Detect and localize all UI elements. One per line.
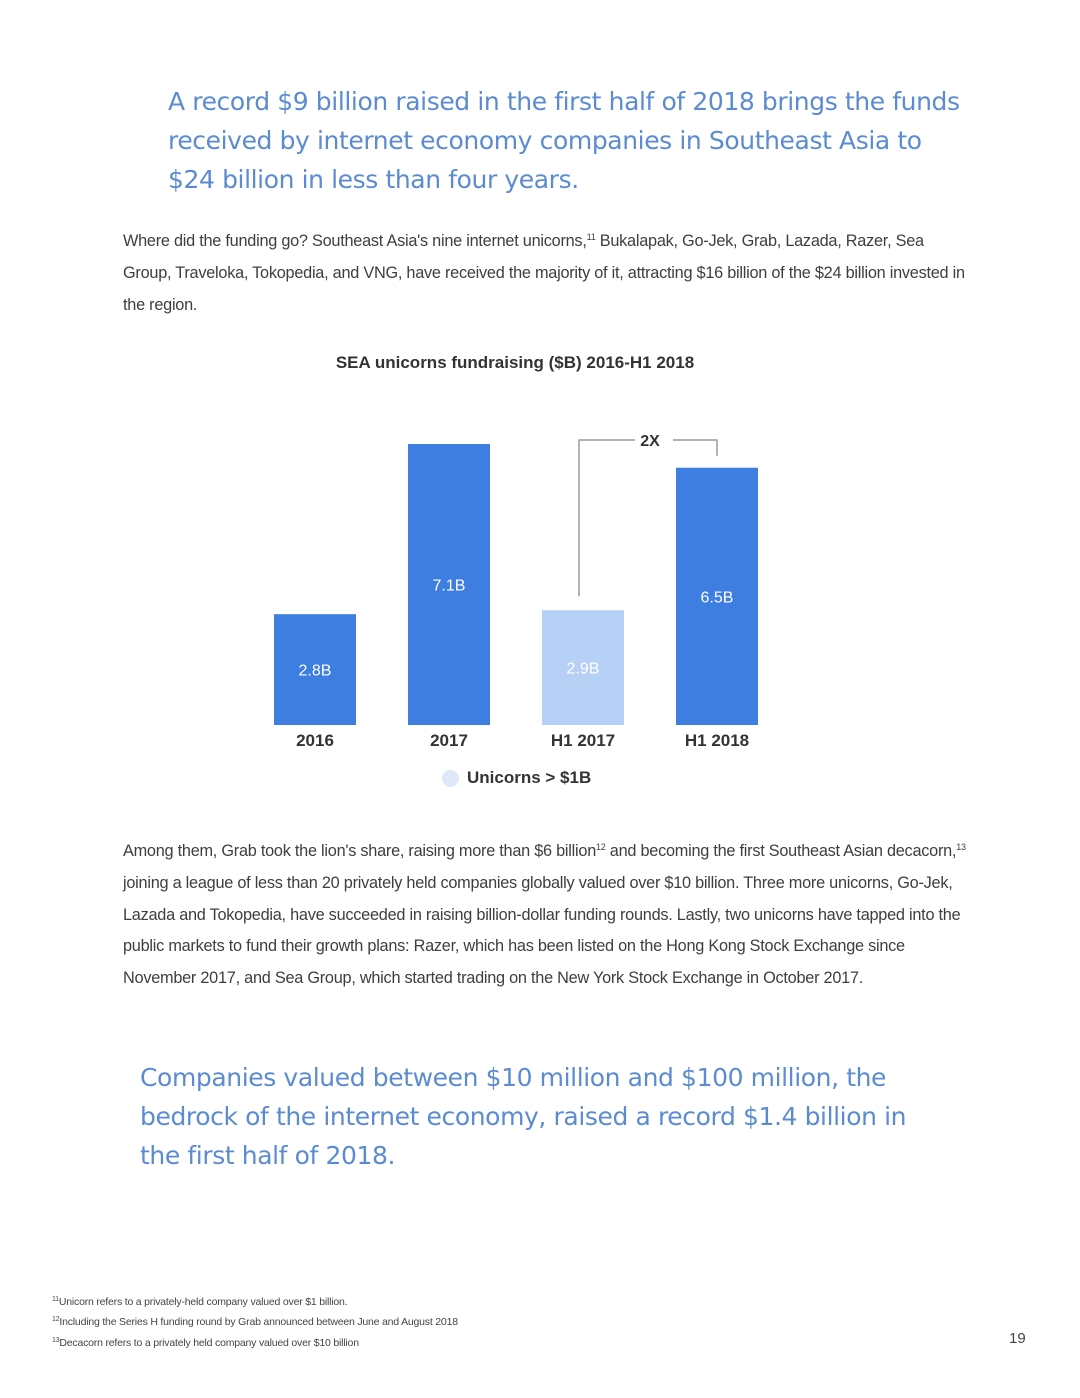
comparison-bracket-right [673, 440, 717, 456]
footnote-ref: 12 [596, 842, 606, 852]
footnote [52, 1312, 458, 1332]
footnote-ref: 11 [586, 232, 596, 242]
bar-value-label: 2.9B [566, 660, 600, 678]
category-label: 2017 [430, 731, 468, 750]
footnote [52, 1292, 458, 1312]
page-number: 19 [1009, 1330, 1026, 1347]
legend-swatch [442, 770, 459, 787]
footnote [52, 1333, 458, 1353]
bar-value-label: 2.8B [298, 662, 332, 680]
callout-bottom: Companies valued between $10 million and $100 million, the bedrock of the internet economy, raised a record $1.4 billion in the first half of 2018. [140, 1063, 907, 1170]
callout-top: A record $9 billion raised in the first half of 2018 brings the funds received by internet economy companies in Southeast Asia to $24 billion in less than four years. [168, 87, 960, 194]
paragraph-grab [123, 836, 973, 995]
footnote-number: 11 [52, 1296, 59, 1303]
paragraph-text: Where did the funding go? Southeast Asia's nine internet unicorns, [123, 232, 587, 250]
footnote-text: Unicorn refers to a privately-held company valued over $1 billion. [58, 1296, 348, 1308]
footnote-text: Decacorn refers to a privately held company valued over $10 billion [59, 1336, 359, 1349]
category-label: H1 2018 [684, 731, 750, 750]
bar-value-label: 6.5B [700, 589, 734, 607]
legend-label: Unicorns > $1B [467, 768, 592, 787]
bar-value-label: 7.1B [432, 577, 466, 595]
paragraph-text: Bukalapak, Go-Jek, Grab, Lazada, Razer, Sea Group, Traveloka, Tokopedia, and VNG, have received the majority of it, attracting $16 billion of the $24 billion invested in the region. [123, 232, 965, 314]
footnotes [52, 1292, 458, 1353]
paragraph-text: Among them, Grab took the lion's share, raising more than $6 billion [123, 842, 596, 860]
comparison-bracket-left [579, 440, 635, 596]
footnote-ref: 13 [956, 842, 966, 852]
footnote-text: Including the Series H funding round by Grab announced between June and August 2018 [59, 1316, 458, 1329]
chart-title: SEA unicorns fundraising ($B) 2016-H1 2018 [335, 353, 695, 372]
paragraph-text: and becoming the first Southeast Asian decacorn, [605, 842, 957, 860]
chart-legend [442, 768, 591, 788]
category-label: 2016 [296, 731, 334, 750]
category-label: H1 2017 [550, 731, 616, 750]
footnote-number: 13 [52, 1336, 60, 1344]
paragraph-text: joining a league of less than 20 privately held companies globally valued over $10 billion. Three more unicorns, Go-Jek, Lazada and Tokopedia, have succeeded in raising billion-dollar funding rounds. Lastly, two unicorns have tapped into the public markets to fund their growth plans: Razer, which has been listed on the Hong Kong Stock Exchange since November 2017, and Sea Group, which started trading on the New York Stock Exchange in October 2017. [123, 873, 961, 988]
footnote-number: 12 [52, 1316, 60, 1324]
comparison-annotation: 2X [640, 433, 660, 450]
